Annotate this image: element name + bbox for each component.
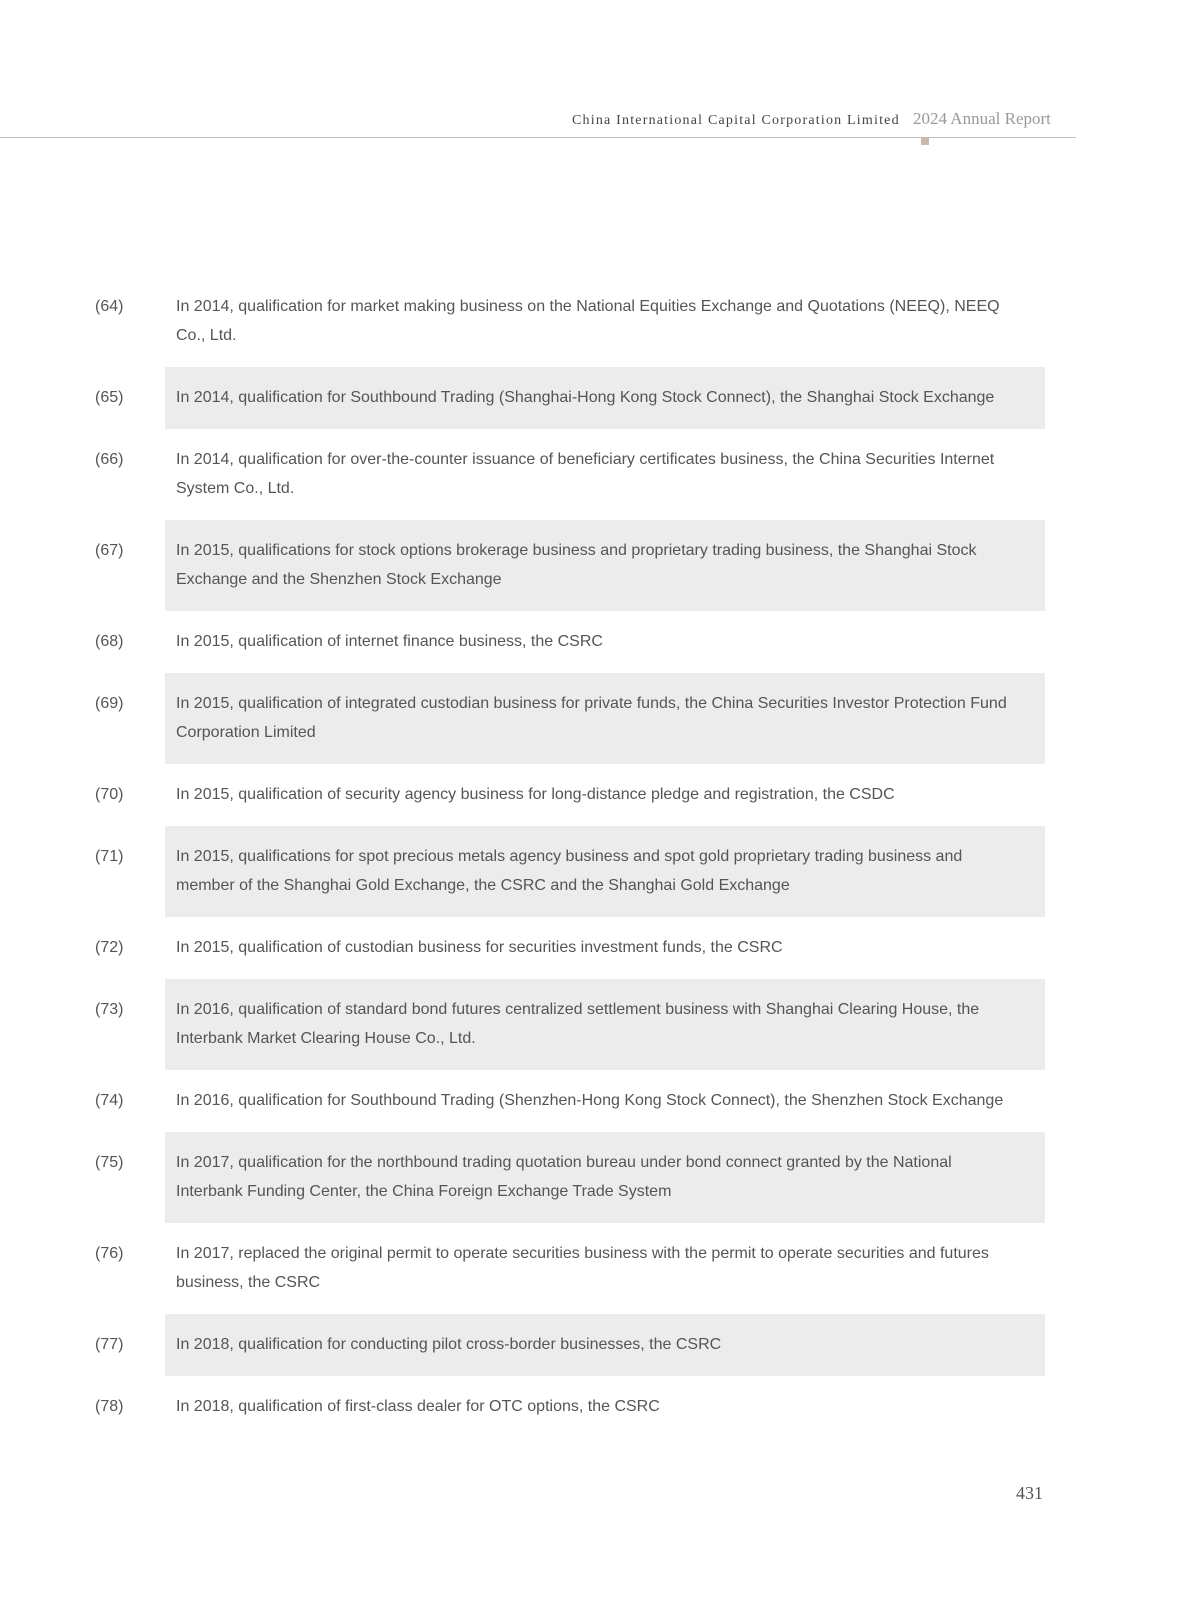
item-number: (74)	[95, 1092, 124, 1109]
item-number: (69)	[95, 695, 124, 712]
list-item	[0, 979, 1190, 1070]
header-report-title: 2024 Annual Report	[913, 109, 1051, 128]
list-item	[0, 1223, 1190, 1314]
item-text: In 2014, qualification for market making business on the National Equities Exchange and Quotations (NEEQ), NEEQ Co., Ltd.	[176, 298, 1000, 344]
header-divider	[0, 137, 1076, 138]
item-text: In 2018, qualification of first-class dealer for OTC options, the CSRC	[176, 1398, 660, 1415]
list-item	[0, 520, 1190, 611]
item-text: In 2015, qualifications for spot precious metals agency business and spot gold proprietary trading business and member of the Shanghai Gold Exchange, the CSRC and the Shanghai Gold Exchange	[176, 848, 963, 894]
list-item	[0, 1376, 1190, 1438]
item-text: In 2015, qualification of custodian business for securities investment funds, the CSRC	[176, 939, 783, 956]
item-number: (73)	[95, 1001, 124, 1018]
item-number: (64)	[95, 298, 124, 315]
item-number: (70)	[95, 786, 124, 803]
item-text: In 2015, qualification of integrated custodian business for private funds, the China Securities Investor Protection Fund Corporation Limited	[176, 695, 1007, 741]
item-text: In 2015, qualification of internet finance business, the CSRC	[176, 633, 603, 650]
item-number: (71)	[95, 848, 124, 865]
item-text: In 2015, qualification of security agency business for long-distance pledge and registration, the CSDC	[176, 786, 895, 803]
item-number: (75)	[95, 1154, 124, 1171]
header-company-name: China International Capital Corporation Limited	[572, 113, 900, 128]
item-number: (67)	[95, 542, 124, 559]
list-item	[0, 826, 1190, 917]
list-item	[0, 276, 1190, 367]
item-number: (76)	[95, 1245, 124, 1262]
item-text: In 2014, qualification for Southbound Trading (Shanghai-Hong Kong Stock Connect), the Shanghai Stock Exchange	[176, 389, 995, 406]
item-number: (66)	[95, 451, 124, 468]
list-item	[0, 917, 1190, 979]
qualification-list	[0, 276, 1190, 1438]
item-text: In 2016, qualification of standard bond futures centralized settlement business with Shanghai Clearing House, the Interbank Market Clearing House Co., Ltd.	[176, 1001, 980, 1047]
item-number: (78)	[95, 1398, 124, 1415]
item-number: (65)	[95, 389, 124, 406]
list-item	[0, 1132, 1190, 1223]
item-text: In 2015, qualifications for stock options brokerage business and proprietary trading business, the Shanghai Stock Exchange and the Shenzhen Stock Exchange	[176, 542, 977, 588]
list-item	[0, 1070, 1190, 1132]
list-item	[0, 764, 1190, 826]
item-text: In 2017, qualification for the northbound trading quotation bureau under bond connect granted by the National Interbank Funding Center, the China Foreign Exchange Trade System	[176, 1154, 952, 1200]
item-text: In 2018, qualification for conducting pilot cross-border businesses, the CSRC	[176, 1336, 722, 1353]
item-number: (72)	[95, 939, 124, 956]
list-item	[0, 1314, 1190, 1376]
list-item	[0, 673, 1190, 764]
header-marker	[921, 137, 929, 145]
page-number: 431	[1016, 1483, 1043, 1503]
item-number: (68)	[95, 633, 124, 650]
list-item	[0, 611, 1190, 673]
item-text: In 2016, qualification for Southbound Trading (Shenzhen-Hong Kong Stock Connect), the Shenzhen Stock Exchange	[176, 1092, 1004, 1109]
item-text: In 2017, replaced the original permit to operate securities business with the permit to operate securities and futures business, the CSRC	[176, 1245, 989, 1291]
item-number: (77)	[95, 1336, 124, 1353]
list-item	[0, 429, 1190, 520]
item-text: In 2014, qualification for over-the-counter issuance of beneficiary certificates business, the China Securities Internet System Co., Ltd.	[176, 451, 995, 497]
list-item	[0, 367, 1190, 429]
